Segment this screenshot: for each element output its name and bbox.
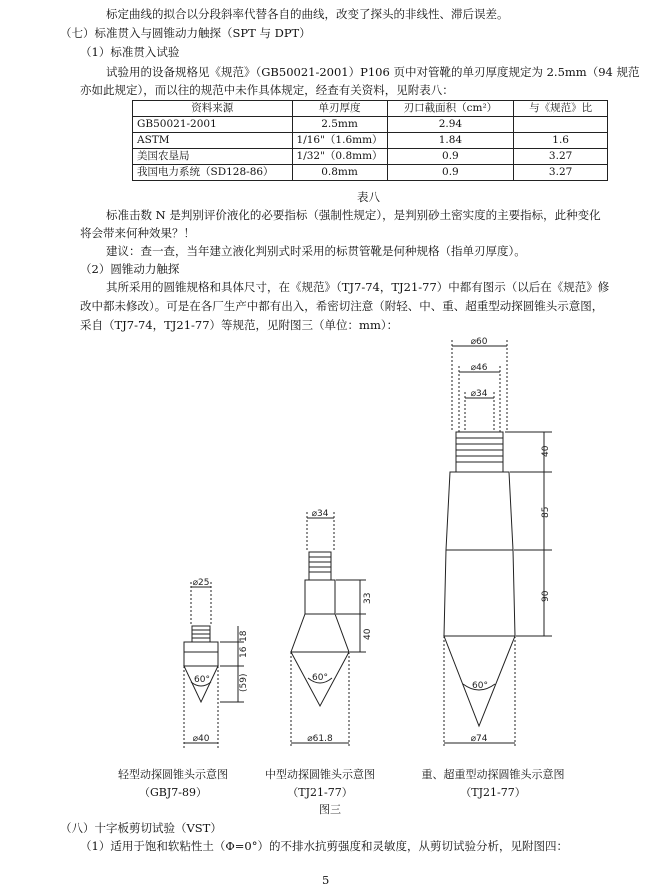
light-dim-1: 16 — [239, 646, 249, 658]
heavy-bottom-dim: ⌀74 — [470, 734, 488, 744]
paragraph-suggestion: 建议：查一查，当年建立液化判别式时采用的标贯管靴是何种规格（指单刃厚度）。 — [106, 244, 526, 258]
paragraph-vst: （1）适用于饱和软粘性土（Φ=0°）的不排水抗剪强度和灵敏度，从剪切试验分析，见附图四： — [80, 839, 568, 853]
medium-dim-1: 33 — [363, 592, 373, 604]
light-dim-2: 18 — [239, 630, 249, 642]
medium-angle-label: 60° — [312, 673, 328, 683]
light-cone-title: 轻型动探圆锥头示意图 — [118, 768, 228, 781]
table-row — [133, 165, 608, 181]
table-cell: 3.27 — [514, 165, 608, 181]
medium-bottom-dim: ⌀61.8 — [307, 734, 333, 744]
paragraph-cone-line1: 其所采用的圆锥规格和具体尺寸，在《规范》（TJ7-74，TJ21-77）中都有图示（以后在《规范》修 — [106, 280, 610, 294]
paragraph-n-value-line1: 标准击数 N 是判别评价液化的必要指标（强制性规定），是判别砂土密实度的主要指标，此种变化 — [106, 208, 601, 222]
table-cell: 0.8mm — [292, 165, 387, 181]
medium-cone-diagram — [291, 509, 373, 748]
light-angle-label: 60° — [194, 675, 210, 685]
table-cell: 0.9 — [387, 165, 514, 181]
heavy-dia-60: ⌀60 — [470, 337, 488, 347]
light-cone-code: （GBJ7-89） — [139, 786, 207, 799]
heavy-dia-34: ⌀34 — [470, 389, 488, 399]
medium-top-dim: ⌀34 — [311, 509, 329, 519]
heavy-cone-diagram — [444, 337, 552, 748]
heavy-dim-3: 90 — [541, 590, 551, 602]
table-cell: 美国农垦局 — [133, 149, 293, 165]
heavy-dim-2: 85 — [541, 506, 551, 518]
table-row — [133, 149, 608, 165]
light-cone-diagram — [184, 578, 249, 748]
table-header: 与《规范》比 — [514, 101, 608, 117]
table-header: 单刃厚度 — [292, 101, 387, 117]
light-dim-3: (59) — [239, 673, 249, 692]
subheading-dpt: （2）圆锥动力触探 — [80, 262, 180, 276]
heavy-cone-code: （TJ21-77） — [460, 786, 526, 799]
page-number: 5 — [322, 873, 330, 887]
paragraph-spt-line1: 试验用的设备规格见《规范》（GB50021-2001）P106 页中对管靴的单刃厚度规定为 2.5mm（94 规范 — [106, 65, 640, 79]
table-cell: 1/16"（1.6mm） — [292, 133, 387, 149]
table-row — [133, 117, 608, 133]
table-header: 刃口截面积（cm²） — [387, 101, 514, 117]
section-heading-vst: （八）十字板剪切试验（VST） — [60, 821, 222, 835]
light-bottom-dim: ⌀40 — [192, 734, 210, 744]
table-cell: GB50021-2001 — [133, 117, 293, 133]
table-caption: 表八 — [357, 190, 380, 204]
paragraph-cone-line3: 采自（TJ7-74，TJ21-77）等规范，见附图三（单位：mm）： — [80, 318, 399, 332]
medium-cone-title: 中型动探圆锥头示意图 — [265, 768, 375, 781]
table-cell — [514, 117, 608, 133]
paragraph-cone-line2: 改中都未修改）。可是在各厂生产中都有出入，希密切注意（附轻、中、重、超重型动探圆锥头示意图， — [80, 299, 604, 313]
section-heading-spt-dpt: （七）标准贯入与圆锥动力触探（SPT 与 DPT） — [60, 26, 311, 40]
cone-figure — [0, 330, 650, 770]
figure-caption: 图三 — [319, 803, 341, 816]
paragraph-n-value-line2: 将会带来何种效果？！ — [80, 226, 195, 240]
heavy-angle-label: 60° — [472, 681, 488, 691]
heavy-dim-1: 40 — [541, 445, 551, 457]
heavy-cone-title: 重、超重型动探圆锥头示意图 — [421, 768, 565, 781]
table-cell: 0.9 — [387, 149, 514, 165]
table-cell: 2.94 — [387, 117, 514, 133]
spec-table — [132, 100, 608, 181]
table-header-row — [133, 101, 608, 117]
medium-cone-code: （TJ21-77） — [287, 786, 353, 799]
paragraph-calibration: 标定曲线的拟合以分段斜率代替各自的曲线，改变了探头的非线性、滞后误差。 — [106, 7, 509, 21]
table-cell: 2.5mm — [292, 117, 387, 133]
table-cell: 1/32"（0.8mm） — [292, 149, 387, 165]
table-cell: 我国电力系统（SD128-86） — [133, 165, 293, 181]
table-header: 资料来源 — [133, 101, 293, 117]
heavy-dia-46: ⌀46 — [470, 363, 488, 373]
light-top-dim: ⌀25 — [192, 578, 210, 588]
paragraph-spt-line2: 亦如此规定），而以往的规范中未作具体规定，经查有关资料，见附表八： — [80, 83, 454, 97]
subheading-spt: （1）标准贯入试验 — [80, 45, 180, 59]
table-cell: 3.27 — [514, 149, 608, 165]
table-cell: ASTM — [133, 133, 293, 149]
table-cell: 1.6 — [514, 133, 608, 149]
table-row — [133, 133, 608, 149]
table-cell: 1.84 — [387, 133, 514, 149]
medium-dim-2: 40 — [363, 628, 373, 640]
